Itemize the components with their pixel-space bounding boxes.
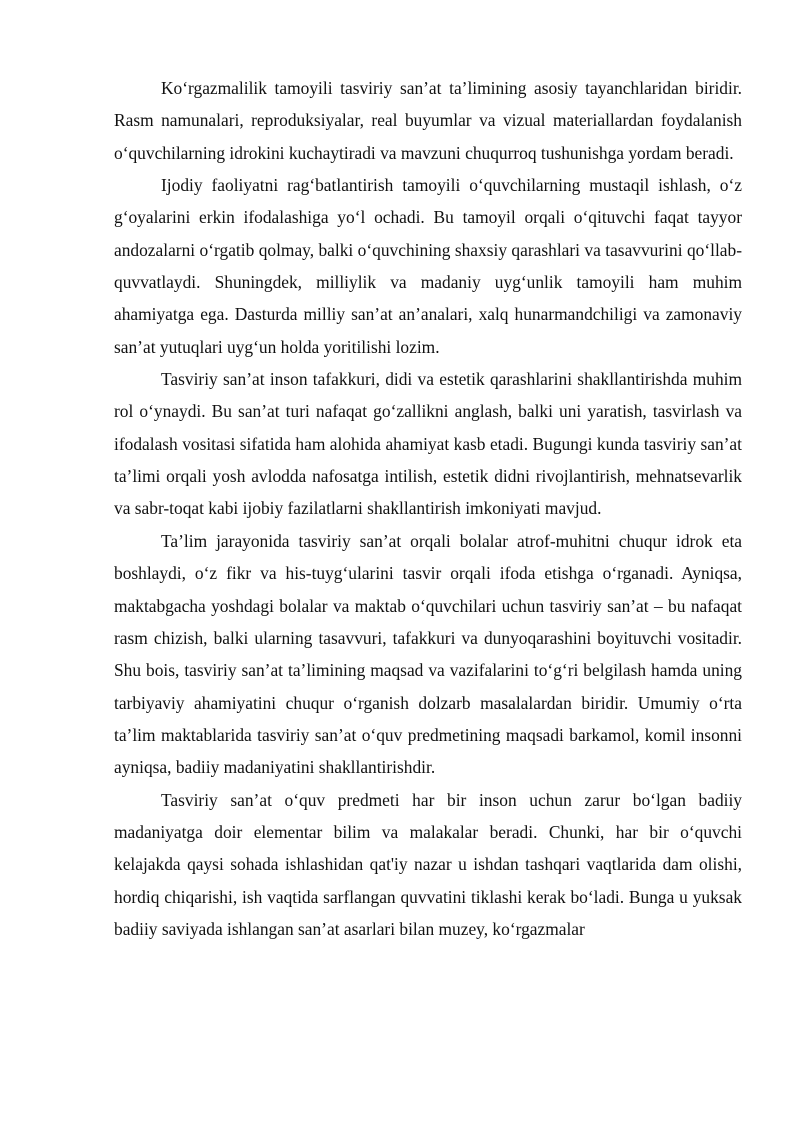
paragraph-4: Ta’lim jarayonida tasviriy san’at orqali bolalar atrof-muhitni chuqur idrok eta boshlaydi, o‘z fikr va his-tuyg‘ularini tasvir orqali ifoda etishga o‘rganadi. Ayniqsa, maktabgacha yoshdagi bolalar va maktab o‘quvchilari uchun tasviriy san’at – bu nafaqat rasm chizish, balki ularning tasavvuri, tafakkuri va dunyoqarashini boyituvchi vositadir. Shu bois, tasviriy san’at ta’limining maqsad va vazifalarini to‘g‘ri belgilash hamda uning tarbiyaviy ahamiyatini chuqur o‘rganish dolzarb masalalardan biridir. Umumiy o‘rta ta’lim maktablarida tasviriy san’at o‘quv predmetining maqsadi barkamol, komil insonni ayniqsa, badiiy madaniyatini shakllantirishdir. [114, 530, 742, 778]
paragraph-3: Tasviriy san’at inson tafakkuri, didi va estetik qarashlarini shakllantirishda muhim rol o‘ynaydi. Bu san’at turi nafaqat go‘zallikni anglash, balki uni yaratish, tasvirlash va ifodalash vositasi sifatida ham alohida ahamiyat kasb etadi. Bugungi kunda tasviriy san’at ta’limi orqali yosh avlodda nafosatga intilish, estetik didni rivojlantirish, mehnatsevarlik va sabr-toqat kabi ijobiy fazilatlarni shakllantirish imkoniyati mavjud. [114, 369, 742, 519]
document-page [114, 72, 742, 945]
paragraph-1: Ko‘rgazmalilik tamoyili tasviriy san’at ta’limining asosiy tayanchlaridan biridir. Rasm namunalari, reproduksiyalar, real buyumlar va vizual materiallardan foydalanish o‘quvchilarning idrokini kuchaytiradi va mavzuni chuqurroq tushunishga yordam beradi. [114, 78, 742, 163]
paragraph-2: Ijodiy faoliyatni rag‘batlantirish tamoyili o‘quvchilarning mustaqil ishlash, o‘z g‘oyalarini erkin ifodalashiga yo‘l ochadi. Bu tamoyil orqali o‘qituvchi faqat tayyor andozalarni o‘rgatib qolmay, balki o‘quvchining shaxsiy qarashlari va tasavvurini qo‘llab-quvvatlaydi. Shuningdek, milliylik va madaniy uyg‘unlik tamoyili ham muhim ahamiyatga ega. Dasturda milliy san’at an’analari, xalq hunarmandchiligi va zamonaviy san’at yutuqlari uyg‘un holda yoritilishi lozim. [114, 175, 742, 357]
paragraph-5: Tasviriy san’at o‘quv predmeti har bir inson uchun zarur bo‘lgan badiiy madaniyatga doir elementar bilim va malakalar beradi. Chunki, har bir o‘quvchi kelajakda qaysi sohada ishlashidan qat'iy nazar u ishdan tashqari vaqtlarida dam olishi, hordiq chiqarishi, ish vaqtida sarflangan quvvatini tiklashi kerak bo‘ladi. Bunga u yuksak badiiy saviyada ishlangan san’at asarlari bilan muzey, ko‘rgazmalar [114, 789, 742, 939]
